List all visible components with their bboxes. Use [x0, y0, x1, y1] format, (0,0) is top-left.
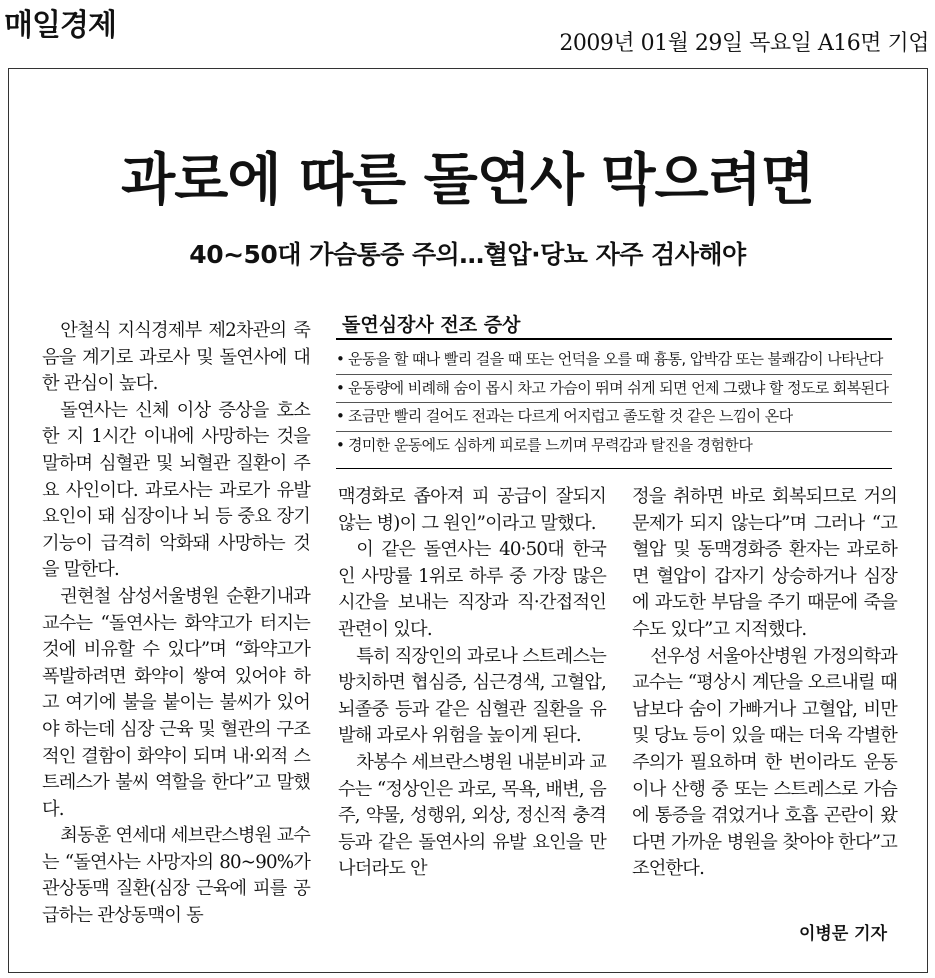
sidebar-box-divider [336, 468, 892, 469]
list-item [336, 432, 892, 460]
paragraph: 안철식 지식경제부 제2차관의 죽음을 계기로 과로사 및 돌연사에 대한 관심이 높다. [42, 320, 310, 395]
list-item [336, 375, 892, 404]
paragraph: 맥경화로 좁아져 피 공급이 잘되지 않는 병)이 그 원인”이라고 말했다. [338, 486, 606, 534]
bullet-icon: • [336, 435, 345, 454]
symptom-text: 운동량에 비례해 숨이 몹시 차고 가슴이 뛰며 쉬게 되면 언제 그랬냐 할 정도로 회복된다 [348, 378, 889, 397]
masthead-logo: 매일경제 [4, 8, 116, 43]
bullet-icon: • [336, 407, 345, 426]
byline: 이병문 기자 [798, 924, 887, 944]
sidebar-box-title: 돌연심장사 전조 증상 [336, 312, 892, 340]
subheadline: 40~50대 가슴통증 주의…혈압·당뇨 자주 검사해야 [189, 240, 746, 269]
dateline: 2009년 01월 29일 목요일 A16면 기업 [559, 31, 929, 56]
symptom-sidebar-box [336, 312, 892, 459]
paragraph: 특히 직장인의 과로나 스트레스는 방치하면 협심증, 심근경색, 고혈압, 뇌졸중 등과 같은 심혈관 질환을 유발해 과로사 위험을 높이게 된다. [338, 645, 606, 747]
article-column-3 [632, 484, 897, 883]
bullet-icon: • [336, 350, 345, 368]
paragraph: 차봉수 세브란스병원 내분비과 교수는 “정상인은 과로, 목욕, 배변, 음주, 약물, 성행위, 외상, 정신적 충격 등과 같은 돌연사의 유발 요인을 만나더라도 안 [338, 751, 606, 880]
article-column-1 [42, 318, 310, 930]
headline: 과로에 따른 돌연사 막으려면 [121, 148, 814, 213]
list-item [336, 403, 892, 432]
symptom-text: 경미한 운동에도 심하게 피로를 느끼며 무력감과 탈진을 경험한다 [348, 435, 753, 454]
paragraph: 최동훈 연세대 세브란스병원 교수는 “돌연사는 사망자의 80~90%가 관상동맥 질환(심장 근육에 피를 공급하는 관상동맥이 동 [42, 825, 310, 927]
list-item [336, 346, 892, 375]
paragraph: 선우성 서울아산병원 가정의학과 교수는 “평상시 계단을 오르내릴 때 남보다 숨이 가빠거나 고혈압, 비만 및 당뇨 등이 있을 때는 더욱 각별한 주의가 필요하며 한 번이라도 운동이나 산행 중 또는 스트레스로 가슴에 통증을 겪었거나 호흡 곤란이 왔다면 가까운 병원을 찾아야 한다”고 조언한다. [632, 645, 897, 880]
article-column-2 [338, 484, 606, 883]
paragraph: 이 같은 돌연사는 40·50대 한국인 사망률 1위로 하루 중 가장 많은 시간을 보내는 직장과 직·간접적인 관련이 있다. [338, 539, 606, 640]
paragraph: 정을 취하면 바로 회복되므로 거의 문제가 되지 않는다”며 그러나 “고혈압 및 동맥경화증 환자는 과로하면 혈압이 갑자기 상승하거나 심장에 과도한 부담을 주기 때문에 죽을 수도 있다”고 지적했다. [632, 486, 897, 640]
symptom-text: 조금만 빨리 걸어도 전과는 다르게 어지럽고 졸도할 것 같은 느낌이 온다 [348, 407, 793, 426]
paragraph: 권현철 삼성서울병원 순환기내과 교수는 “돌연사는 화약고가 터지는 것에 비유할 수 있다”며 “화약고가 폭발하려면 화약이 쌓여 있어야 하고 여기에 불을 붙이는 불씨가 있어야 하는데 심장 근육 및 혈관의 구조적인 결함이 화약이 되며 내·외적 스트레스가 불씨 역할을 한다”고 말했다. [42, 585, 310, 820]
bullet-icon: • [336, 378, 345, 397]
symptom-list [336, 346, 892, 459]
symptom-text: 운동을 할 때나 빨리 걸을 때 또는 언덕을 오를 때 흉통, 압박감 또는 불쾌감이 나타난다 [348, 350, 883, 368]
paragraph: 돌연사는 신체 이상 증상을 호소한 지 1시간 이내에 사망하는 것을 말하며 심혈관 및 뇌혈관 질환이 주요 사인이다. 과로사는 과로가 유발 요인이 돼 심장이나 뇌 등 중요 장기 기능이 급격히 악화돼 사망하는 것을 말한다. [42, 399, 310, 581]
